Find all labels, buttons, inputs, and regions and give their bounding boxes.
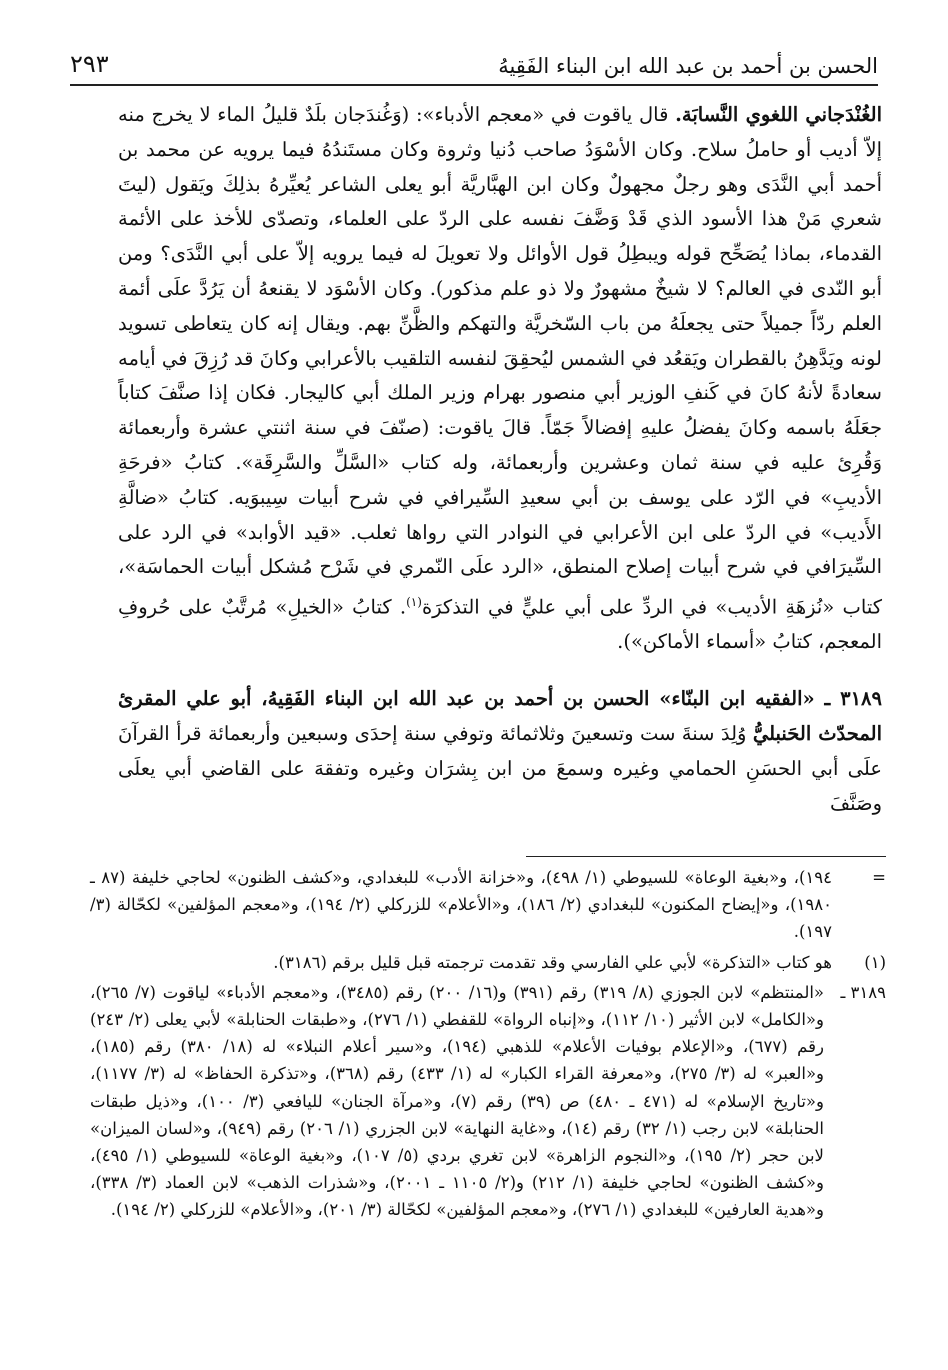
page-number: ٢٩٣ (70, 50, 109, 78)
footnote-text: هو كتاب «التذكرة» لأبي علي الفارسي وقد تقدمت ترجمته قبل قليل برقم (٣١٨٦). (273, 952, 832, 972)
footnotes (90, 864, 886, 1227)
footnote (90, 864, 886, 946)
entry-heading: ٣١٨٩ ـ «الفقيه ابن البنّاء» الحسن بن أحمد بن عبد الله ابن البناء الفَقِيهُ، أبو علي المقرئ المحدّث الحَنبليُّ (118, 687, 883, 746)
running-title: الحسن بن أحمد بن عبد الله ابن البناء الفَقِيهُ (498, 54, 878, 78)
footnote-marker: ٣١٨٩ ـ (840, 982, 886, 1002)
footnote-text: «المنتظم» لابن الجوزي (٨/ ٣١٩) رقم (٣٩١) و(١٦/ ٢٠٠) رقم (٣٤٨٥)، و«معجم الأدباء» لياقوت (٧/ ٢٦٥)، و«الكامل» لابن الأثير (١٠/ ١١٢)، و«إنباه الرواة» للقفطي (١/ ٢٧٦)، و«طبقات الحنابلة» لأبي يعلى (٢/ ٢٤٣) رقم (٦٧٧)، و«الإعلام بوفيات الأعلام» للذهبي (١٩٤)، و«سير أعلام النبلاء» له (١٨/ ٣٨٠) رقم (١٨٥)، و«العبر» له (٣/ ٢٧٥)، و«معرفة القراء الكبار» له (١/ ٤٣٣) رقم (٣٦٨)، و«تذكرة الحفاظ» له (٣/ ١١٧٧)، و«تاريخ الإسلام» له (٤٧١ ـ ٤٨٠) ص (٣٩) رقم (٧)، و«مرآة الجنان» لليافعي (٣/ ١٠٠)، و«ذيل طبقات الحنابلة» لابن رجب (١/ ٣٢) رقم (١٤)، و«غاية النهاية» لابن الجزري (١/ ٢٠٦) رقم (٩٤٩)، و«لسان الميزان» لابن حجر (٢/ ١٩٥)، و«النجوم الزاهرة» لابن تغري بردي (٥/ ١٠٧)، و«بغية الوعاة» للسيوطي (١/ ٤٩٥)، و«كشف الظنون» لحاجي خليفة (١/ ٢١٢) و(٢/ ١١٠٥ ـ ٢٠٠١)، و«شذرات الذهب» لابن العماد (٣/ ٣٣٨)، و«هدية العارفين» للبغدادي (١/ ٢٧٦)، و«معجم المؤلفين» لكحّالة (٣/ ٢٠١)، و«الأعلام» للزركلي (٢/ ١٩٤). (90, 982, 825, 1220)
entry-lead: الغُنْدَجاني اللغوي النَّسابَة. (675, 103, 882, 126)
entry-3189 (118, 682, 882, 821)
footnote (90, 979, 886, 1224)
entry-body: وُلِدَ سنةَ ست وتسعينَ وثلاثمائة وتوفي سنة إحدَى وسبعين وأربعمائة قرأ القرآنَ علَى أبي الحسَنِ الحمامي وغيره وسمعَ من ابن بِشرَان وغيره وتفقهَ على القاضي أبي يعلَى وصَنَّفَ (118, 722, 882, 815)
main-text (118, 98, 882, 821)
footnote-marker: = (872, 868, 886, 887)
footnote-ref: (١) (406, 595, 422, 610)
footnote-separator (526, 856, 886, 857)
entry-body-end: . كتابُ «الخيلِ» مُرتَّبٌ على حُروفِ المعجم، كتابُ «أسماء الأماكن»). (118, 595, 882, 654)
footnote (90, 949, 886, 976)
entry-continuation (118, 98, 882, 660)
entry-body: قال ياقوت في «معجم الأدباء»: (وَغُندَجان بلَدٌ قليلُ الماء لا يخرج منه إلاّ أديب أو حاملُ سلاح. وكان الأسْوَدُ صاحب دُنيا وثروة وكان مستَندُهُ فيما يرويه عن محمد بن أحمد أبي النَّدَى وهو رجلٌ مجهولٌ وكان ابن الهبَّاريَّة أبو يعلى الشاعر يُعيِّرهُ بذلِكَ ويَقول (ليتَ شعري مَنْ هذا الأسود الذي قَدْ وَضَّفَ نفسه على الردّ على العلماء، وتصدّى للأخذ على الأئمة القدماء، بماذا يُصَحِّح قوله ويبطِلُ قول الأوائل ولا تعويلَ له فيما يرويه إلاّ على أبي النَّدَى؟ ومن أبو النّدى في العالم؟ لا شيخٌ مشهورٌ ولا ذو علم مذكور). وكان الأسْوَد لا يقنعهُ أن يَرُدَّ علَى أئمة العلم ردّاً جميلاً حتى يجعلَهُ من باب السّخريَّة والتهكم والظَّنِّ بهم. ويقال إنه كان يتعاطى تسويد لونه ويَدَّهِنُ بالقطران ويَقعُد في الشمس ليُحقِقَ لنفسه التلقيب بالأعرابي وكانَ قد رُزِقَ في أيامه سعادةً لأنهُ كانَ في كَنفِ الوزير أبي منصور بهرام وزير الملك أبي كاليجار. فكان إذا صنَّفَ كتاباً جعَلَهُ باسمه وكانَ يفضلُ عليهِ إفضالاً جَمّاً. قالَ ياقوت: (صنّفَ في سنة اثنتي عشرة وأربعمائة وَقُرِئ عليه في سنة ثمان وعشرين وأربعمائة، وله كتاب «السَّلِّ والسَّرِقَة». كتابُ «فرحَةِ الأديبِ» في الرّد على يوسف بن أبي سعيدِ السِّيرافي في شرح أبيات سِيبوَيه. كتابُ «ضالَّةِ الأَديب» في الردّ على ابن الأعرابي في النوادر التي رواها ثعلب. «قيد الأوابد» في الرد على السِّيرَافي في شرح أبيات إصلاح المنطق، «الرد علَى النّمري في شَرْح مُشكل أبيات الحماسَة»، كتاب «نُزهَةِ الأديب» في الردِّ على أبي عليٍّ في التذكرَة (118, 103, 883, 619)
footnote-marker: (١) (864, 952, 886, 972)
footnote-text: ١٩٤)، و«بغية الوعاة» للسيوطي (١/ ٤٩٨)، و«خزانة الأدب» للبغدادي، و«كشف الظنون» لحاجي خليفة (٨٧ ـ ١٩٨٠)، و«إيضاح المكنون» للبغدادي (٢/ ١٨٦)، و«الأعلام» للزركلي (٢/ ١٩٤)، و«معجم المؤلفين» لكحّالة (٣/ ١٩٧). (90, 868, 832, 942)
page-header (70, 28, 878, 86)
